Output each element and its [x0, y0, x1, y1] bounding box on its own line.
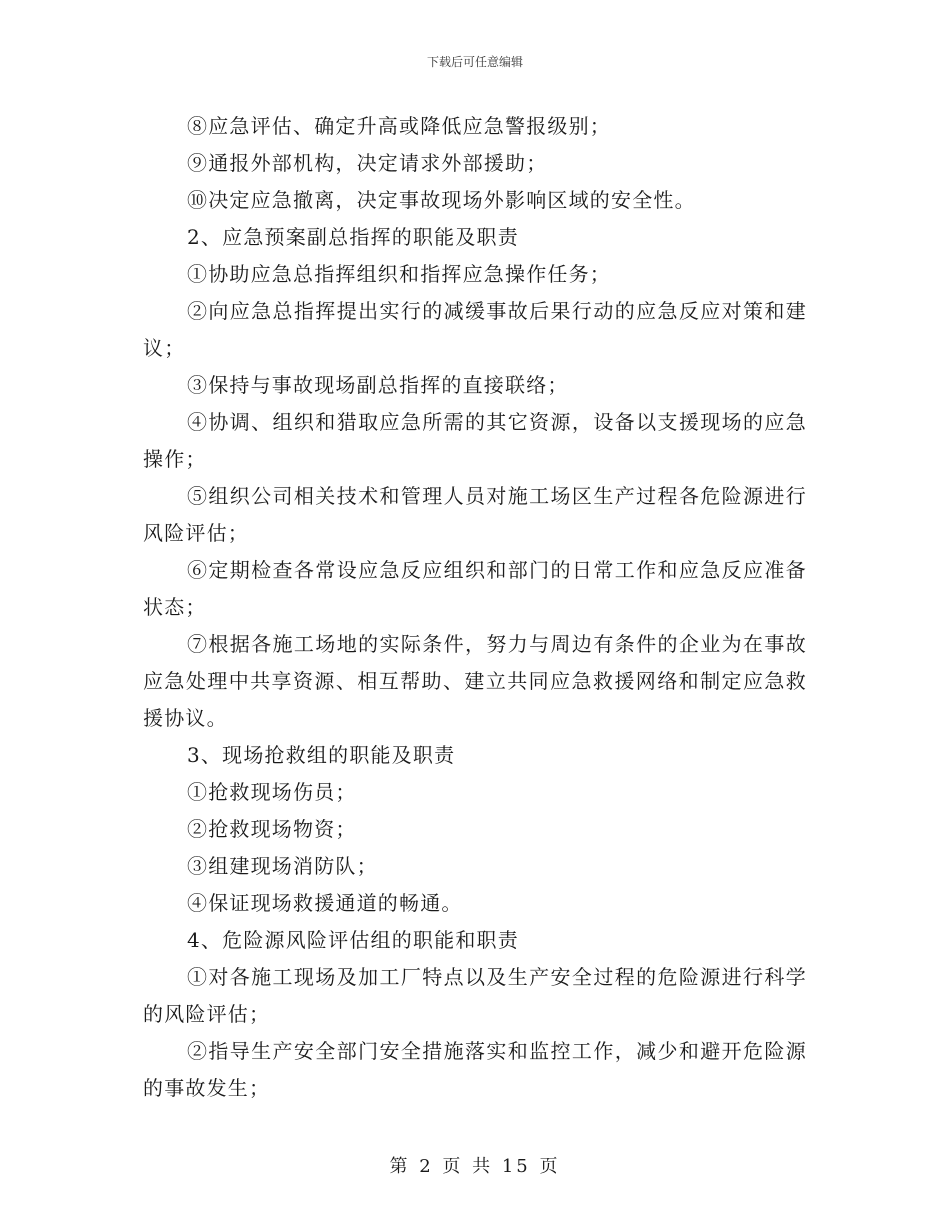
- section-heading: 4、危险源风险评估组的职能和职责: [187, 928, 519, 952]
- paragraph: ②向应急总指挥提出实行的减缓事故后果行动的应急反应对策和建议；: [143, 299, 807, 360]
- page-footer: 第 2 页 共 15 页: [389, 1156, 561, 1177]
- paragraph: ⑧应急评估、确定升高或降低应急警报级别；: [187, 114, 611, 138]
- paragraph: ①对各施工现场及加工厂特点以及生产安全过程的危险源进行科学的风险评估；: [143, 965, 807, 1026]
- page-header: 下载后可任意编辑: [426, 55, 523, 69]
- paragraph: ③保持与事故现场副总指挥的直接联络；: [187, 373, 569, 397]
- paragraph: ⑨通报外部机构，决定请求外部援助；: [187, 151, 548, 175]
- paragraph: ②指导生产安全部门安全措施落实和监控工作，减少和避开危险源的事故发生；: [143, 1039, 807, 1100]
- paragraph: ④协调、组织和猎取应急所需的其它资源，设备以支援现场的应急操作；: [143, 410, 807, 471]
- section-heading: 2、应急预案副总指挥的职能及职责: [187, 225, 519, 249]
- paragraph: ①协助应急总指挥组织和指挥应急操作任务；: [187, 262, 611, 286]
- paragraph: ①抢救现场伤员；: [187, 780, 357, 804]
- paragraph: ③组建现场消防队；: [187, 854, 378, 878]
- paragraph: ⑤组织公司相关技术和管理人员对施工场区生产过程各危险源进行风险评估；: [143, 484, 807, 545]
- document-body: [143, 108, 807, 1107]
- paragraph: ⑥定期检查各常设应急反应组织和部门的日常工作和应急反应准备状态；: [143, 558, 807, 619]
- section-heading: 3、现场抢救组的职能及职责: [187, 743, 456, 767]
- paragraph: ⑦根据各施工场地的实际条件，努力与周边有条件的企业为在事故应急处理中共享资源、相互帮助、建立共同应急救援网络和制定应急救援协议。: [143, 632, 807, 730]
- paragraph: ④保证现场救援通道的畅通。: [187, 891, 463, 915]
- paragraph: ⑩决定应急撤离，决定事故现场外影响区域的安全性。: [187, 188, 696, 212]
- paragraph: ②抢救现场物资；: [187, 817, 357, 841]
